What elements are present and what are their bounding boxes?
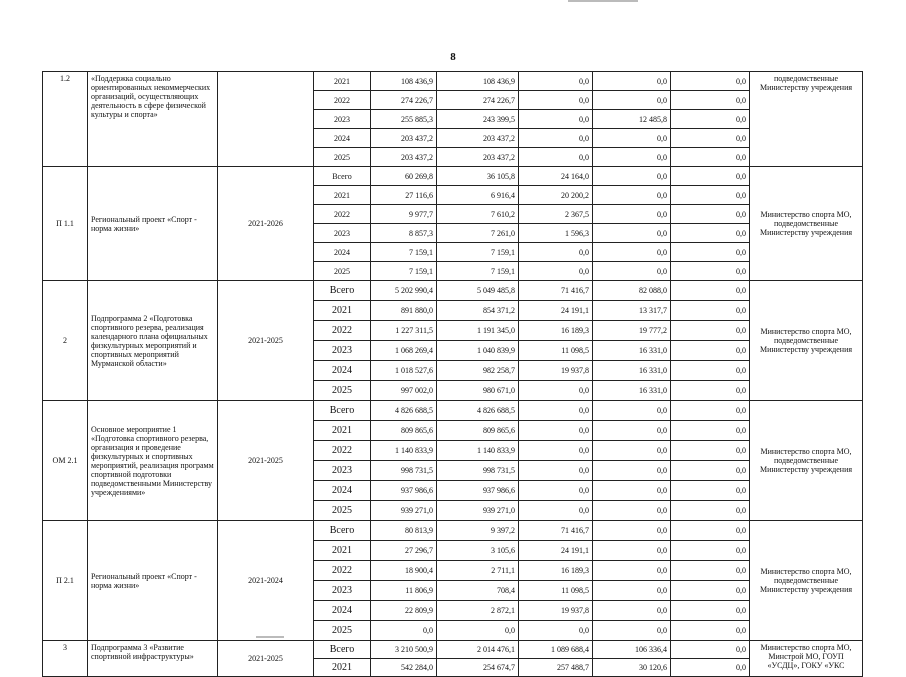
- table-row: [43, 167, 863, 186]
- amount-cell-c3: 11 098,5: [519, 581, 593, 601]
- amount-cell-c3: 1 596,3: [519, 224, 593, 243]
- amount-cell-c3: 16 189,3: [519, 561, 593, 581]
- program-period: [218, 72, 314, 167]
- year-cell: 2024: [314, 243, 371, 262]
- amount-cell-c1: 255 885,3: [371, 110, 437, 129]
- year-cell: 2023: [314, 461, 371, 481]
- amount-cell-c1: 9 977,7: [371, 205, 437, 224]
- amount-cell-c1: 7 159,1: [371, 243, 437, 262]
- amount-cell-c3: 0,0: [519, 243, 593, 262]
- year-cell: 2022: [314, 205, 371, 224]
- amount-cell-c3: 0,0: [519, 110, 593, 129]
- amount-cell-c4: 0,0: [593, 91, 671, 110]
- amount-cell-c4: 0,0: [593, 421, 671, 441]
- amount-cell-c3: 257 488,7: [519, 659, 593, 677]
- amount-cell-c2: 36 105,8: [437, 167, 519, 186]
- year-cell: 2021: [314, 301, 371, 321]
- amount-cell-c2: 7 261,0: [437, 224, 519, 243]
- amount-cell-c2: 2 872,1: [437, 601, 519, 621]
- amount-cell-c2: 708,4: [437, 581, 519, 601]
- amount-cell-c4: 16 331,0: [593, 381, 671, 401]
- year-cell: 2024: [314, 601, 371, 621]
- amount-cell-c5: 0,0: [671, 541, 750, 561]
- amount-cell-c2: 7 159,1: [437, 243, 519, 262]
- program-period: 2021-2026: [218, 167, 314, 281]
- year-cell: 2025: [314, 621, 371, 641]
- amount-cell-c1: 27 296,7: [371, 541, 437, 561]
- amount-cell-c5: 0,0: [671, 72, 750, 91]
- amount-cell-c5: 0,0: [671, 521, 750, 541]
- year-cell: 2023: [314, 581, 371, 601]
- amount-cell-c2: 980 671,0: [437, 381, 519, 401]
- executor-cell: Министерство спорта МО, подведомственные Министерству учреждения: [750, 521, 863, 641]
- amount-cell-c3: 2 367,5: [519, 205, 593, 224]
- year-cell: Всего: [314, 641, 371, 659]
- amount-cell-c5: 0,0: [671, 561, 750, 581]
- amount-cell-c4: 19 777,2: [593, 321, 671, 341]
- amount-cell-c1: 3 210 500,9: [371, 641, 437, 659]
- executor-cell: Министерство спорта МО, подведомственные Министерству учреждения: [750, 167, 863, 281]
- amount-cell-c3: 16 189,3: [519, 321, 593, 341]
- amount-cell-c5: 0,0: [671, 91, 750, 110]
- amount-cell-c3: 19 937,8: [519, 601, 593, 621]
- amount-cell-c5: 0,0: [671, 321, 750, 341]
- amount-cell-c3: 0,0: [519, 461, 593, 481]
- executor-cell: Министерство спорта МО, подведомственные Министерству учреждения: [750, 281, 863, 401]
- amount-cell-c5: 0,0: [671, 421, 750, 441]
- amount-cell-c1: 18 900,4: [371, 561, 437, 581]
- program-period: 2021-2025: [218, 281, 314, 401]
- amount-cell-c3: 0,0: [519, 441, 593, 461]
- year-cell: 2021: [314, 72, 371, 91]
- amount-cell-c3: 11 098,5: [519, 341, 593, 361]
- amount-cell-c1: 5 202 990,4: [371, 281, 437, 301]
- amount-cell-c3: 1 089 688,4: [519, 641, 593, 659]
- program-code: П 1.1: [43, 167, 88, 281]
- amount-cell-c2: 5 049 485,8: [437, 281, 519, 301]
- amount-cell-c1: 108 436,9: [371, 72, 437, 91]
- amount-cell-c2: 1 140 833,9: [437, 441, 519, 461]
- amount-cell-c1: 8 857,3: [371, 224, 437, 243]
- financing-table: [42, 71, 863, 677]
- amount-cell-c3: 0,0: [519, 421, 593, 441]
- amount-cell-c5: 0,0: [671, 148, 750, 167]
- amount-cell-c1: 937 986,6: [371, 481, 437, 501]
- amount-cell-c1: 809 865,6: [371, 421, 437, 441]
- amount-cell-c2: 2 014 476,1: [437, 641, 519, 659]
- amount-cell-c5: 0,0: [671, 581, 750, 601]
- program-name: Подпрограмма 2 «Подготовка спортивного резерва, реализация календарного плана официальных физкультурных мероприятий и спортивных мероприятий Мурманской области»: [88, 281, 218, 401]
- amount-cell-c2: 3 105,6: [437, 541, 519, 561]
- year-cell: Всего: [314, 401, 371, 421]
- year-cell: 2024: [314, 129, 371, 148]
- amount-cell-c4: 0,0: [593, 205, 671, 224]
- amount-cell-c2: 939 271,0: [437, 501, 519, 521]
- program-period: 2021-2025: [218, 641, 314, 677]
- amount-cell-c4: 0,0: [593, 186, 671, 205]
- scan-artifact-bottom: [256, 636, 284, 638]
- program-name: Региональный проект «Спорт - норма жизни»: [88, 521, 218, 641]
- amount-cell-c2: 854 371,2: [437, 301, 519, 321]
- amount-cell-c3: 0,0: [519, 129, 593, 148]
- program-name: Основное мероприятие 1 «Подготовка спортивного резерва, организация и проведение физкультурных и спортивных мероприятий, реализация программ спортивной подготовки подведомственными Министерству учреждениями»: [88, 401, 218, 521]
- amount-cell-c4: 0,0: [593, 501, 671, 521]
- amount-cell-c2: 982 258,7: [437, 361, 519, 381]
- amount-cell-c5: 0,0: [671, 621, 750, 641]
- amount-cell-c2: 1 191 345,0: [437, 321, 519, 341]
- amount-cell-c2: 243 399,5: [437, 110, 519, 129]
- amount-cell-c5: 0,0: [671, 167, 750, 186]
- amount-cell-c4: 0,0: [593, 441, 671, 461]
- program-code: 3: [43, 641, 88, 677]
- amount-cell-c4: 0,0: [593, 481, 671, 501]
- amount-cell-c4: 0,0: [593, 262, 671, 281]
- amount-cell-c1: 80 813,9: [371, 521, 437, 541]
- year-cell: 2023: [314, 110, 371, 129]
- amount-cell-c5: 0,0: [671, 243, 750, 262]
- year-cell: 2023: [314, 224, 371, 243]
- page-number: 8: [450, 51, 456, 63]
- amount-cell-c4: 0,0: [593, 461, 671, 481]
- program-name: «Поддержка социально ориентированных некоммерческих организаций, осуществляющих деятельность в сфере физической культуры и спорта»: [88, 72, 218, 167]
- amount-cell-c3: 0,0: [519, 148, 593, 167]
- program-code: 1.2: [43, 72, 88, 167]
- amount-cell-c2: 998 731,5: [437, 461, 519, 481]
- amount-cell-c3: 24 164,0: [519, 167, 593, 186]
- amount-cell-c5: 0,0: [671, 281, 750, 301]
- year-cell: Всего: [314, 281, 371, 301]
- year-cell: 2022: [314, 91, 371, 110]
- amount-cell-c4: 0,0: [593, 243, 671, 262]
- year-cell: 2025: [314, 262, 371, 281]
- amount-cell-c5: 0,0: [671, 110, 750, 129]
- amount-cell-c4: 0,0: [593, 148, 671, 167]
- amount-cell-c4: 0,0: [593, 581, 671, 601]
- year-cell: 2025: [314, 381, 371, 401]
- amount-cell-c2: 274 226,7: [437, 91, 519, 110]
- amount-cell-c1: 0,0: [371, 621, 437, 641]
- year-cell: 2025: [314, 148, 371, 167]
- program-name: Региональный проект «Спорт - норма жизни»: [88, 167, 218, 281]
- amount-cell-c2: 203 437,2: [437, 129, 519, 148]
- table-row: [43, 401, 863, 421]
- amount-cell-c1: 1 140 833,9: [371, 441, 437, 461]
- year-cell: 2022: [314, 561, 371, 581]
- amount-cell-c1: 11 806,9: [371, 581, 437, 601]
- amount-cell-c2: 203 437,2: [437, 148, 519, 167]
- amount-cell-c5: 0,0: [671, 341, 750, 361]
- amount-cell-c4: 13 317,7: [593, 301, 671, 321]
- amount-cell-c5: 0,0: [671, 381, 750, 401]
- amount-cell-c1: 27 116,6: [371, 186, 437, 205]
- year-cell: Всего: [314, 521, 371, 541]
- amount-cell-c3: 71 416,7: [519, 521, 593, 541]
- amount-cell-c3: 0,0: [519, 481, 593, 501]
- amount-cell-c1: 203 437,2: [371, 129, 437, 148]
- amount-cell-c3: 0,0: [519, 262, 593, 281]
- amount-cell-c2: 1 040 839,9: [437, 341, 519, 361]
- table-row: [43, 281, 863, 301]
- amount-cell-c2: 7 159,1: [437, 262, 519, 281]
- amount-cell-c2: 7 610,2: [437, 205, 519, 224]
- amount-cell-c3: 71 416,7: [519, 281, 593, 301]
- year-cell: 2025: [314, 501, 371, 521]
- amount-cell-c1: 203 437,2: [371, 148, 437, 167]
- amount-cell-c2: 0,0: [437, 621, 519, 641]
- program-period: 2021-2024: [218, 521, 314, 641]
- amount-cell-c4: 0,0: [593, 521, 671, 541]
- amount-cell-c4: 0,0: [593, 561, 671, 581]
- amount-cell-c1: 1 227 311,5: [371, 321, 437, 341]
- amount-cell-c5: 0,0: [671, 224, 750, 243]
- scan-artifact-top: [568, 0, 638, 2]
- year-cell: 2021: [314, 541, 371, 561]
- executor-cell: Министерство спорта МО, Минстрой МО, ГОУП «УСДЦ», ГОКУ «УКС: [750, 641, 863, 677]
- executor-cell: Министерство спорта МО, подведомственные Министерству учреждения: [750, 401, 863, 521]
- amount-cell-c3: 0,0: [519, 621, 593, 641]
- amount-cell-c5: 0,0: [671, 186, 750, 205]
- amount-cell-c5: 0,0: [671, 129, 750, 148]
- amount-cell-c5: 0,0: [671, 601, 750, 621]
- amount-cell-c4: 0,0: [593, 601, 671, 621]
- amount-cell-c3: 0,0: [519, 72, 593, 91]
- amount-cell-c4: 106 336,4: [593, 641, 671, 659]
- amount-cell-c5: 0,0: [671, 401, 750, 421]
- amount-cell-c5: 0,0: [671, 501, 750, 521]
- amount-cell-c4: 16 331,0: [593, 361, 671, 381]
- amount-cell-c4: 16 331,0: [593, 341, 671, 361]
- amount-cell-c4: 0,0: [593, 167, 671, 186]
- amount-cell-c4: 0,0: [593, 224, 671, 243]
- amount-cell-c5: 0,0: [671, 641, 750, 659]
- amount-cell-c5: 0,0: [671, 361, 750, 381]
- amount-cell-c3: 0,0: [519, 91, 593, 110]
- year-cell: 2024: [314, 481, 371, 501]
- program-name: Подпрограмма 3 «Развитие спортивной инфраструктуры»: [88, 641, 218, 677]
- amount-cell-c5: 0,0: [671, 205, 750, 224]
- amount-cell-c2: 9 397,2: [437, 521, 519, 541]
- amount-cell-c1: 1 068 269,4: [371, 341, 437, 361]
- year-cell: 2023: [314, 341, 371, 361]
- year-cell: 2021: [314, 421, 371, 441]
- amount-cell-c4: 0,0: [593, 541, 671, 561]
- amount-cell-c3: 0,0: [519, 501, 593, 521]
- amount-cell-c2: 937 986,6: [437, 481, 519, 501]
- amount-cell-c2: 2 711,1: [437, 561, 519, 581]
- year-cell: 2022: [314, 441, 371, 461]
- amount-cell-c3: 24 191,1: [519, 301, 593, 321]
- amount-cell-c4: 0,0: [593, 72, 671, 91]
- executor-cell: подведомственные Министерству учреждения: [750, 72, 863, 167]
- amount-cell-c4: 82 088,0: [593, 281, 671, 301]
- program-code: 2: [43, 281, 88, 401]
- amount-cell-c2: 108 436,9: [437, 72, 519, 91]
- amount-cell-c1: 997 002,0: [371, 381, 437, 401]
- amount-cell-c1: 939 271,0: [371, 501, 437, 521]
- program-code: ОМ 2.1: [43, 401, 88, 521]
- program-period: 2021-2025: [218, 401, 314, 521]
- amount-cell-c1: 60 269,8: [371, 167, 437, 186]
- amount-cell-c4: 30 120,6: [593, 659, 671, 677]
- program-code: П 2.1: [43, 521, 88, 641]
- amount-cell-c1: 274 226,7: [371, 91, 437, 110]
- year-cell: 2024: [314, 361, 371, 381]
- amount-cell-c4: 0,0: [593, 129, 671, 148]
- year-cell: 2021: [314, 186, 371, 205]
- amount-cell-c5: 0,0: [671, 481, 750, 501]
- amount-cell-c5: 0,0: [671, 461, 750, 481]
- amount-cell-c5: 0,0: [671, 441, 750, 461]
- amount-cell-c3: 0,0: [519, 381, 593, 401]
- amount-cell-c1: 891 880,0: [371, 301, 437, 321]
- amount-cell-c1: 7 159,1: [371, 262, 437, 281]
- amount-cell-c1: 542 284,0: [371, 659, 437, 677]
- table-row: [43, 641, 863, 659]
- amount-cell-c3: 19 937,8: [519, 361, 593, 381]
- year-cell: 2022: [314, 321, 371, 341]
- amount-cell-c4: 12 485,8: [593, 110, 671, 129]
- amount-cell-c1: 4 826 688,5: [371, 401, 437, 421]
- amount-cell-c4: 0,0: [593, 401, 671, 421]
- amount-cell-c3: 24 191,1: [519, 541, 593, 561]
- amount-cell-c1: 998 731,5: [371, 461, 437, 481]
- amount-cell-c2: 254 674,7: [437, 659, 519, 677]
- amount-cell-c1: 22 809,9: [371, 601, 437, 621]
- table-row: [43, 521, 863, 541]
- year-cell: 2021: [314, 659, 371, 677]
- amount-cell-c3: 20 200,2: [519, 186, 593, 205]
- year-cell: Всего: [314, 167, 371, 186]
- amount-cell-c5: 0,0: [671, 301, 750, 321]
- table-row: [43, 72, 863, 91]
- amount-cell-c4: 0,0: [593, 621, 671, 641]
- amount-cell-c3: 0,0: [519, 401, 593, 421]
- amount-cell-c5: 0,0: [671, 659, 750, 677]
- amount-cell-c2: 4 826 688,5: [437, 401, 519, 421]
- amount-cell-c1: 1 018 527,6: [371, 361, 437, 381]
- amount-cell-c2: 809 865,6: [437, 421, 519, 441]
- amount-cell-c5: 0,0: [671, 262, 750, 281]
- amount-cell-c2: 6 916,4: [437, 186, 519, 205]
